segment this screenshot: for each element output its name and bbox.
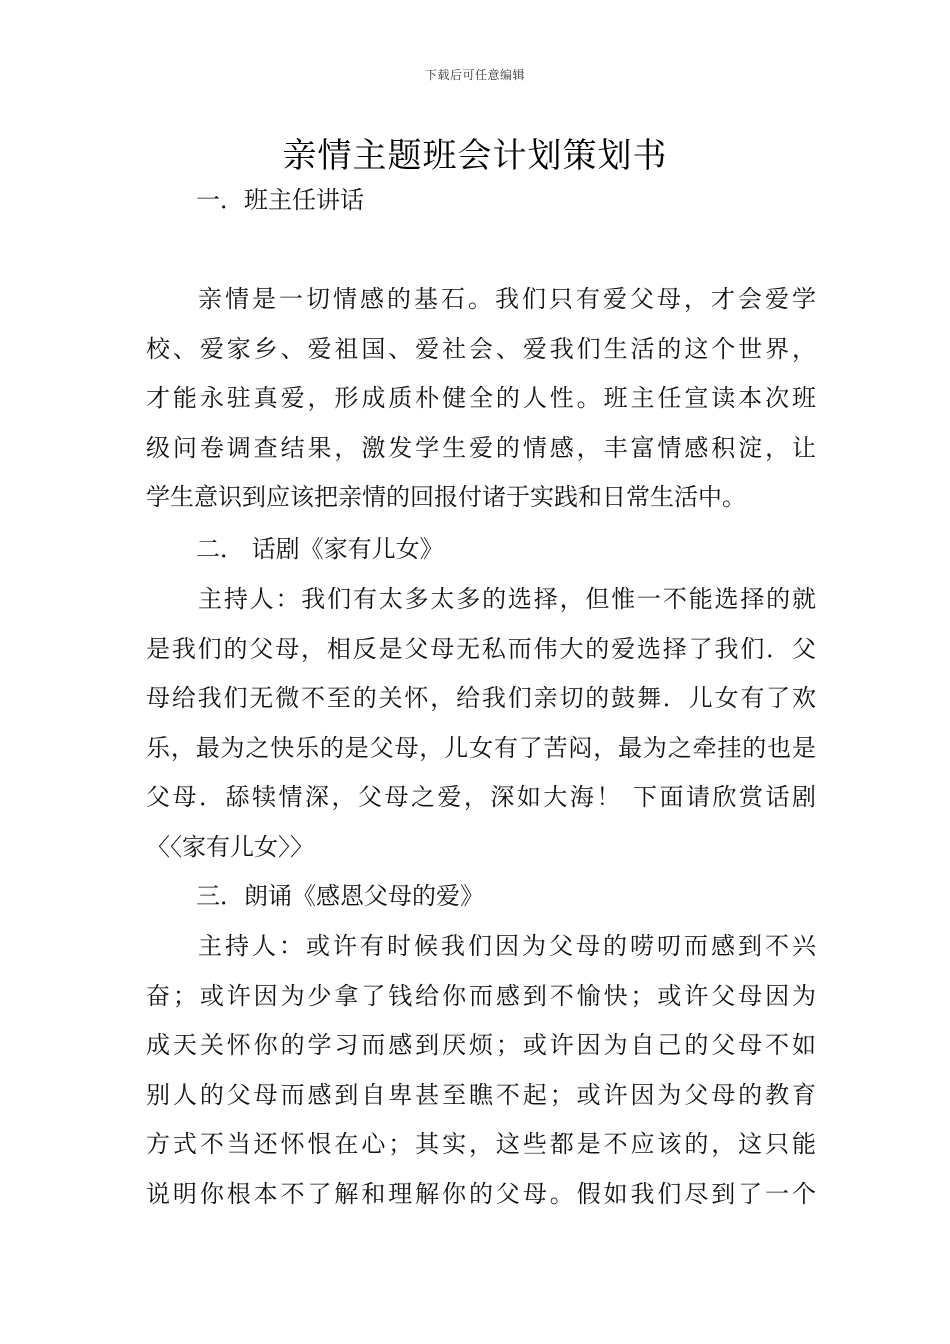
paragraph-line: 主持人：我们有太多太多的选择，但惟一不能选择的就 xyxy=(198,585,816,613)
paragraph-line: 〈〈家有儿女〉〉 xyxy=(146,832,314,861)
paragraph-line: 主持人：或许有时候我们因为父母的唠叨而感到不兴 xyxy=(198,932,816,960)
section-heading-2: 二． 话剧《家有儿女》 xyxy=(196,535,444,563)
section-1-paragraph xyxy=(146,275,816,523)
paragraph-line: 母给我们无微不至的关怀，给我们亲切的鼓舞．儿女有了欢 xyxy=(146,684,816,712)
section-heading-1: 一．班主任讲话 xyxy=(196,186,364,214)
paragraph-line: 亲情是一切情感的基石。我们只有爱父母，才会爱学 xyxy=(198,285,816,313)
paragraph-line: 才能永驻真爱，形成质朴健全的人性。班主任宣读本次班 xyxy=(146,384,816,412)
paragraph-line: 别人的父母而感到自卑甚至瞧不起；或许因为父母的教育 xyxy=(146,1080,816,1109)
section-3-paragraph xyxy=(146,922,816,1219)
paragraph-line: 成天关怀你的学习而感到厌烦；或许因为自己的父母不如 xyxy=(146,1031,816,1059)
paragraph-line: 父母．舔犊情深，父母之爱，深如大海！ 下面请欣赏话剧 xyxy=(146,783,816,811)
paragraph-line: 是我们的父母，相反是父母无私而伟大的爱选择了我们．父 xyxy=(146,634,816,663)
section-2-paragraph xyxy=(146,575,816,872)
document-title: 亲情主题班会计划策划书 xyxy=(282,136,668,176)
paragraph-line: 方式不当还怀恨在心；其实，这些都是不应该的，这只能 xyxy=(146,1130,816,1158)
paragraph-line: 校、爱家乡、爱祖国、爱社会、爱我们生活的这个世界， xyxy=(146,334,816,363)
paragraph-line: 奋；或许因为少拿了钱给你而感到不愉快；或许父母因为 xyxy=(146,981,816,1010)
paragraph-line: 乐，最为之快乐的是父母，儿女有了苦闷，最为之牵挂的也是 xyxy=(146,733,816,762)
paragraph-line: 说明你根本不了解和理解你的父母。假如我们尽到了一个 xyxy=(146,1179,816,1208)
header-note: 下载后可任意编辑 xyxy=(424,68,525,82)
paragraph-line: 学生意识到应该把亲情的回报付诸于实践和日常生活中。 xyxy=(146,483,746,511)
paragraph-line: 级问卷调查结果，激发学生爱的情感，丰富情感积淀，让 xyxy=(146,433,816,462)
section-heading-3: 三．朗诵《感恩父母的爱》 xyxy=(196,882,484,910)
